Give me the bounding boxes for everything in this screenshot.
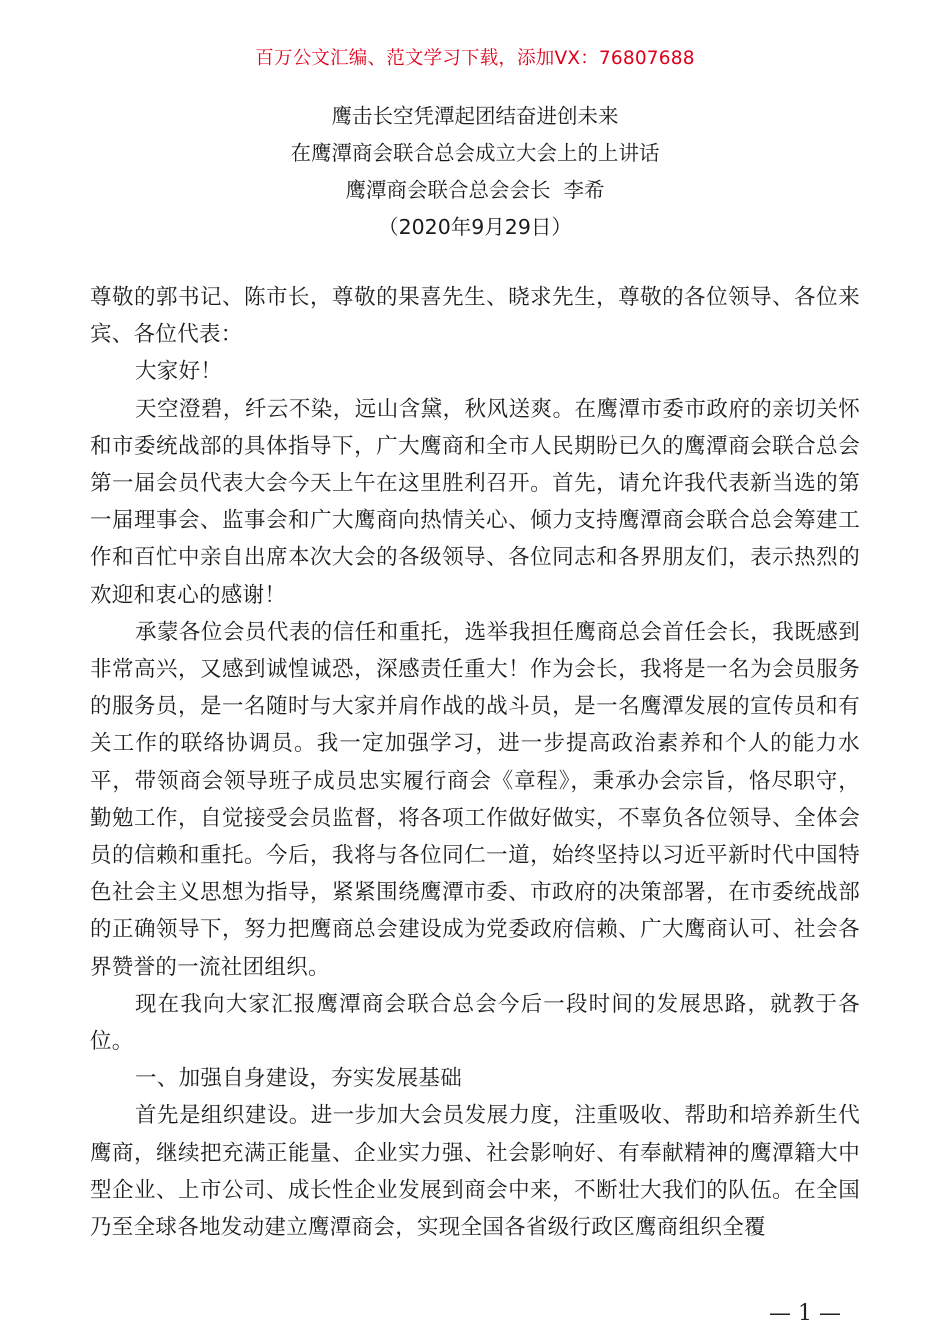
body-paragraph: 承蒙各位会员代表的信任和重托，选举我担任鹰商总会首任会长，我既感到非常高兴，又感到诚惶诚恐，深感责任重大！作为会长，我将是一名为会员服务的服务员，是一名随时与大家并肩作战的战斗员，是一名鹰潭发展的宣传员和有关工作的联络协调员。我一定加强学习，进一步提高政治素养和个人的能力水平，带领商会领导班子成员忠实履行商会《章程》，秉承办会宗旨，恪尽职守，勤勉工作，自觉接受会员监督，将各项工作做好做实，不辜负各位领导、全体会员的信赖和重托。今后，我将与各位同仁一道，始终坚持以习近平新时代中国特色社会主义思想为指导，紧紧围绕鹰潭市委、市政府的决策部署，在市委统战部的正确领导下，努力把鹰商总会建设成为党委政府信赖、广大鹰商认可、社会各界赞誉的一流社团组织。 (90, 619, 860, 980)
header-banner: 百万公文汇编、范文学习下载，添加VX：76807688 (255, 48, 695, 69)
body-paragraph: 首先是组织建设。进一步加大会员发展力度，注重吸收、帮助和培养新生代鹰商，继续把充满正能量、企业实力强、社会影响好、有奉献精神的鹰潭籍大中型企业、上市公司、成长性企业发展到商会中来，不断壮大我们的队伍。在全国乃至全球各地发动建立鹰潭商会，实现全国各省级行政区鹰商组织全覆 (90, 1103, 860, 1241)
document-body (90, 279, 860, 1246)
section-heading: 一、加强自身建设，夯实发展基础 (135, 1066, 463, 1092)
greeting-paragraph: 大家好！ (135, 359, 223, 385)
document-subtitle: 在鹰潭商会联合总会成立大会上的上讲话 (290, 141, 660, 165)
document-title: 鹰击长空凭潭起团结奋进创未来 (331, 104, 619, 128)
speaker-line: 鹰潭商会联合总会会长 李希 (345, 178, 605, 202)
document-title-block (0, 98, 950, 246)
body-paragraph: 现在我向大家汇报鹰潭商会联合总会今后一段时间的发展思路，就教于各位。 (90, 991, 860, 1055)
date-line: （2020年9月29日） (378, 215, 572, 239)
page-number: — 1 — (769, 1301, 841, 1326)
body-paragraph: 天空澄碧，纤云不染，远山含黛，秋风送爽。在鹰潭市委市政府的亲切关怀和市委统战部的具体指导下，广大鹰商和全市人民期盼已久的鹰潭商会联合总会第一届会员代表大会今天上午在这里胜利召开。首先，请允许我代表新当选的第一届理事会、监事会和广大鹰商向热情关心、倾力支持鹰潭商会联合总会筹建工作和百忙中亲自出席本次大会的各级领导、各位同志和各界朋友们，表示热烈的欢迎和衷心的感谢！ (90, 396, 860, 608)
salutation-paragraph: 尊敬的郭书记、陈市长，尊敬的果喜先生、晓求先生，尊敬的各位领导、各位来宾、各位代表： (90, 285, 860, 348)
